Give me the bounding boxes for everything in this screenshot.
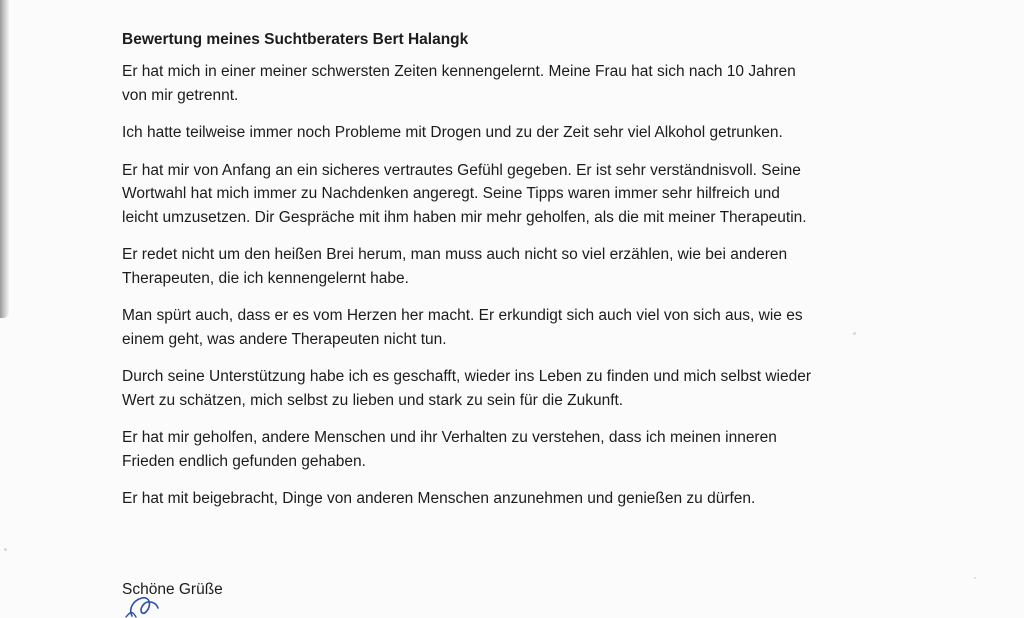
paragraph-1: Er hat mich in einer meiner schwersten Zeiten kennengelernt. Meine Frau hat sich nach 10 Jahren von mir getrennt. xyxy=(122,63,796,104)
handwritten-signature xyxy=(118,590,178,618)
closing-greeting: Schöne Grüße xyxy=(122,581,223,598)
letter-body xyxy=(122,30,922,525)
paragraph-6: Durch seine Unterstützung habe ich es geschafft, wieder ins Leben zu finden und mich selbst wieder Wert zu schätzen, mich selbst zu lieben und stark zu sein für die Zukunft. xyxy=(122,368,812,409)
paragraph-3: Er hat mir von Anfang an ein sicheres vertrautes Gefühl gegeben. Er ist sehr verständnisvoll. Seine Wortwahl hat mich immer zu Nachdenken angeregt. Seine Tipps waren immer sehr hilfreich und leicht umzusetzen. Dir Gespräche mit ihm haben mir mehr geholfen, als die mit meiner Therapeutin. xyxy=(122,161,807,226)
paragraph-4: Er redet nicht um den heißen Brei herum, man muss auch nicht so viel erzählen, wie bei anderen Therapeuten, die ich kennengelernt habe. xyxy=(122,246,788,287)
scan-edge-shadow xyxy=(0,0,9,318)
paragraph-2: Ich hatte teilweise immer noch Probleme mit Drogen und zu der Zeit sehr viel Alkohol getrunken. xyxy=(122,124,783,141)
scan-speck xyxy=(974,577,976,579)
paragraph-5: Man spürt auch, dass er es vom Herzen her macht. Er erkundigt sich auch viel von sich aus, wie es einem geht, was andere Therapeuten nicht tun. xyxy=(122,307,803,348)
paragraph-8: Er hat mit beigebracht, Dinge von anderen Menschen anzunehmen und genießen zu dürfen. xyxy=(122,490,756,507)
scan-speck xyxy=(853,332,856,335)
scan-speck xyxy=(4,548,7,551)
document-title: Bewertung meines Suchtberaters Bert Halangk xyxy=(122,31,469,48)
paragraph-7: Er hat mir geholfen, andere Menschen und ihr Verhalten zu verstehen, dass ich meinen inneren Frieden endlich gefunden gehaben. xyxy=(122,429,777,470)
